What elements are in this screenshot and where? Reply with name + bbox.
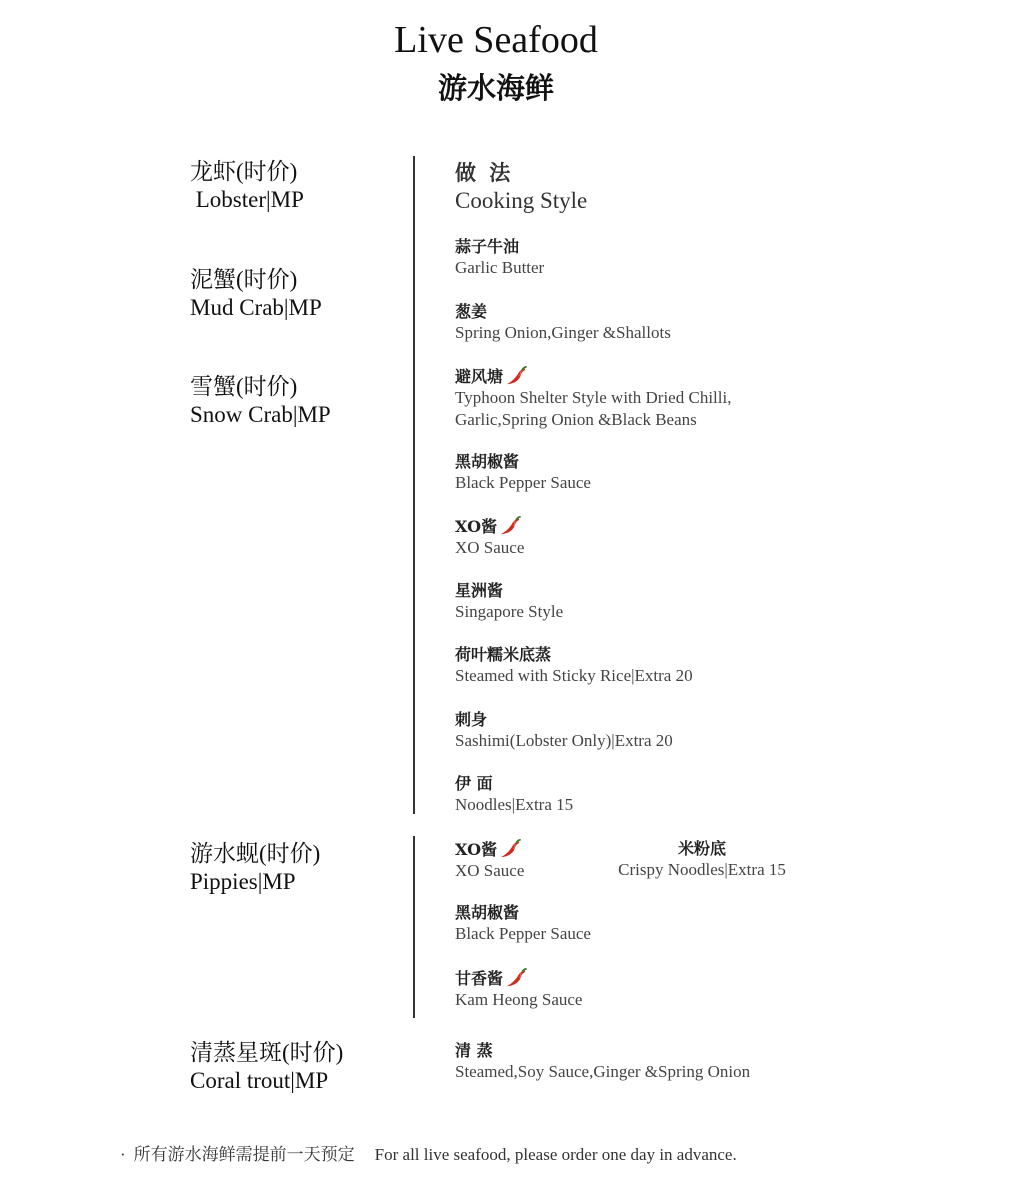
item-lobster — [190, 158, 304, 214]
style-name-cn: XO酱 — [455, 516, 524, 537]
style-name-cn: 黑胡椒酱 — [455, 452, 520, 471]
style-spring-onion-ginger — [455, 302, 671, 344]
style-name-cn: 星洲酱 — [455, 581, 504, 600]
divider-line — [413, 156, 415, 814]
style-noodles — [455, 774, 573, 816]
footer-note — [120, 1140, 737, 1165]
style-name-en: Steamed with Sticky Rice|Extra 20 — [455, 666, 693, 685]
footer-bullet: · — [120, 1145, 126, 1164]
style-sticky-rice — [455, 645, 693, 687]
style-name-cn: 清 蒸 — [455, 1041, 493, 1060]
style-garlic-butter — [455, 237, 544, 279]
style-name-cn: 蒜子牛油 — [455, 237, 520, 256]
style-sashimi — [455, 710, 673, 752]
style-name-en: Garlic Butter — [455, 258, 545, 277]
style-name-en: Black Pepper Sauce — [455, 473, 591, 492]
page-title: Live Seafood — [394, 19, 598, 61]
style-name-en: Sashimi(Lobster Only)|Extra 20 — [455, 731, 673, 750]
style-name-cn: 黑胡椒酱 — [455, 903, 520, 922]
style-name-cn: 避风塘 — [455, 366, 731, 387]
item-mud-crab — [190, 266, 322, 322]
style-name-en: Spring Onion,Ginger &Shallots — [455, 323, 671, 342]
item-name-en: Mud Crab|MP — [190, 295, 322, 320]
item-pippies — [190, 840, 320, 896]
chili-pepper-icon — [505, 968, 527, 988]
chili-pepper-icon — [499, 516, 521, 536]
item-name-en: Snow Crab|MP — [190, 402, 331, 427]
style-steamed — [455, 1041, 750, 1083]
style-name-cn: 伊 面 — [455, 774, 493, 793]
footer-note-cn: 所有游水海鲜需提前一天预定 — [133, 1145, 355, 1164]
item-name-cn: 清蒸星斑(时价) — [190, 1040, 344, 1065]
style-singapore — [455, 581, 563, 623]
style-name-en: XO Sauce — [455, 538, 525, 557]
item-name-en: Coral trout|MP — [190, 1068, 329, 1093]
style-name-cn: 葱姜 — [455, 302, 488, 321]
style-xo-sauce — [455, 839, 524, 882]
style-name-en: Singapore Style — [455, 602, 564, 621]
footer-note-en: For all live seafood, please order one day in advance. — [374, 1145, 737, 1164]
chili-pepper-icon — [505, 366, 527, 386]
item-name-cn: 泥蟹(时价) — [190, 267, 298, 292]
style-name-en: Crispy Noodles|Extra 15 — [618, 860, 786, 879]
item-coral-trout — [190, 1039, 343, 1095]
style-name-cn: 荷叶糯米底蒸 — [455, 645, 552, 664]
cooking-style-header-en: Cooking Style — [455, 188, 588, 213]
style-typhoon-shelter — [455, 366, 731, 431]
style-xo-sauce — [455, 516, 524, 559]
cooking-style-header — [455, 160, 587, 216]
style-name-cn: 米粉底 — [677, 839, 726, 858]
style-black-pepper — [455, 903, 591, 945]
item-snow-crab — [190, 373, 331, 429]
style-name-en: XO Sauce — [455, 861, 525, 880]
style-name-cn: XO酱 — [455, 839, 524, 860]
item-name-cn: 龙虾(时价) — [190, 159, 298, 184]
item-name-en: Pippies|MP — [190, 869, 296, 894]
style-kam-heong — [455, 968, 582, 1011]
page-title-cn: 游水海鲜 — [437, 71, 554, 105]
style-name-en-line2: Garlic,Spring Onion &Black Beans — [455, 410, 697, 429]
chili-pepper-icon — [499, 839, 521, 859]
style-name-en: Kam Heong Sauce — [455, 990, 583, 1009]
divider-line — [413, 836, 415, 1018]
style-name-en: Steamed,Soy Sauce,Ginger &Spring Onion — [455, 1062, 751, 1081]
style-name-cn: 刺身 — [455, 710, 488, 729]
style-name-en: Black Pepper Sauce — [455, 924, 591, 943]
style-name-cn: 甘香酱 — [455, 968, 582, 989]
item-name-cn: 游水蚬(时价) — [190, 841, 321, 866]
item-name-en: Lobster|MP — [190, 187, 304, 212]
style-name-en: Typhoon Shelter Style with Dried Chilli, — [455, 388, 732, 407]
style-crispy-noodles — [596, 839, 808, 881]
style-name-en: Noodles|Extra 15 — [455, 795, 574, 814]
style-black-pepper — [455, 452, 591, 494]
item-name-cn: 雪蟹(时价) — [190, 374, 298, 399]
cooking-style-header-cn: 做 法 — [455, 161, 515, 185]
